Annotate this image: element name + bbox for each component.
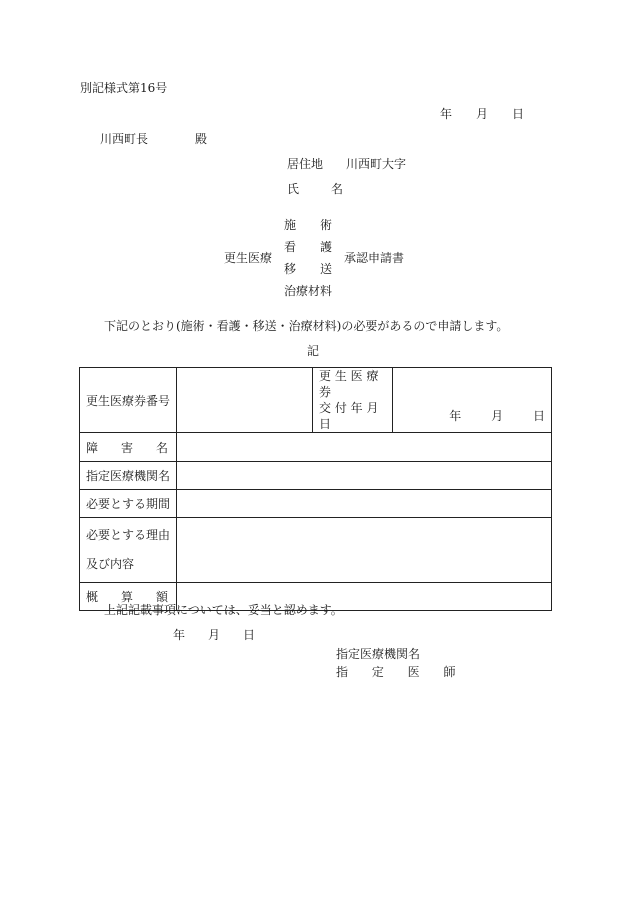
title-item-materials: 治療材料 [284, 284, 333, 298]
disability-label-char: 害 [120, 440, 133, 455]
ticket-date-month: 月 [491, 409, 504, 423]
name-label: 氏 名 [287, 182, 354, 196]
ticket-number-field[interactable] [177, 368, 313, 433]
reason-label [80, 518, 177, 583]
sign-date-year: 年 [173, 628, 186, 642]
title-item-transport: 移 送 [284, 262, 333, 276]
title-item-nursing: 看 護 [284, 240, 333, 254]
table-row [80, 518, 552, 583]
ticket-date-day: 日 [532, 409, 545, 423]
addressee: 川西町長 [100, 132, 149, 146]
ticket-date-field[interactable] [393, 368, 552, 433]
form-number: 別記様式第16号 [80, 81, 168, 95]
disability-label-char: 障 [86, 440, 99, 455]
header-date-year: 年 [440, 107, 453, 121]
header-date-day: 日 [512, 107, 525, 121]
estimate-label-char: 額 [155, 590, 168, 604]
ticket-date-label [313, 368, 393, 433]
address-value: 川西町大字 [346, 157, 407, 171]
header-date-month: 月 [476, 107, 489, 121]
title-suffix: 承認申請書 [344, 251, 405, 265]
title-prefix: 更生医療 [224, 251, 273, 265]
institution-name-label: 指定医療機関名 [336, 647, 421, 661]
table-row [80, 368, 552, 433]
disability-field[interactable] [177, 433, 552, 462]
sign-date-day: 日 [243, 628, 256, 642]
table-row [80, 462, 552, 490]
ticket-date-year: 年 [449, 409, 462, 423]
address-label: 居住地 [287, 157, 324, 171]
disability-label-char: 名 [155, 440, 168, 455]
sign-date-month: 月 [208, 628, 221, 642]
ticket-date-label-line1: 更 生 医 療 券 [319, 369, 379, 399]
table-row [80, 433, 552, 462]
estimate-label-char: 算 [120, 590, 133, 604]
reason-field[interactable] [177, 518, 552, 583]
ticket-number-label: 更生医療券番号 [80, 368, 177, 433]
disability-label-spread [80, 439, 176, 456]
title-item-treatment: 施 術 [284, 218, 333, 232]
institution-field[interactable] [177, 462, 552, 490]
period-label: 必要とする期間 [80, 490, 177, 518]
honorific: 殿 [195, 132, 208, 146]
period-field[interactable] [177, 490, 552, 518]
reason-label-line2: 及び内容 [86, 557, 135, 571]
institution-label: 指定医療機関名 [80, 462, 177, 490]
estimate-label-char: 概 [86, 590, 99, 604]
application-table [79, 367, 552, 611]
disability-label [80, 433, 177, 462]
doctor-label: 指 定 医 師 [336, 665, 466, 679]
table-row [80, 490, 552, 518]
reason-label-line1: 必要とする理由 [86, 528, 171, 542]
body-text: 下記のとおり(施術・看護・移送・治療材料)の必要があるので申請します。 [104, 319, 509, 333]
ki-heading: 記 [307, 344, 320, 358]
confirmation-text: 上記記載事項については、妥当と認めます。 [104, 603, 343, 617]
ticket-date-label-line2: 交 付 年 月 日 [319, 401, 379, 431]
